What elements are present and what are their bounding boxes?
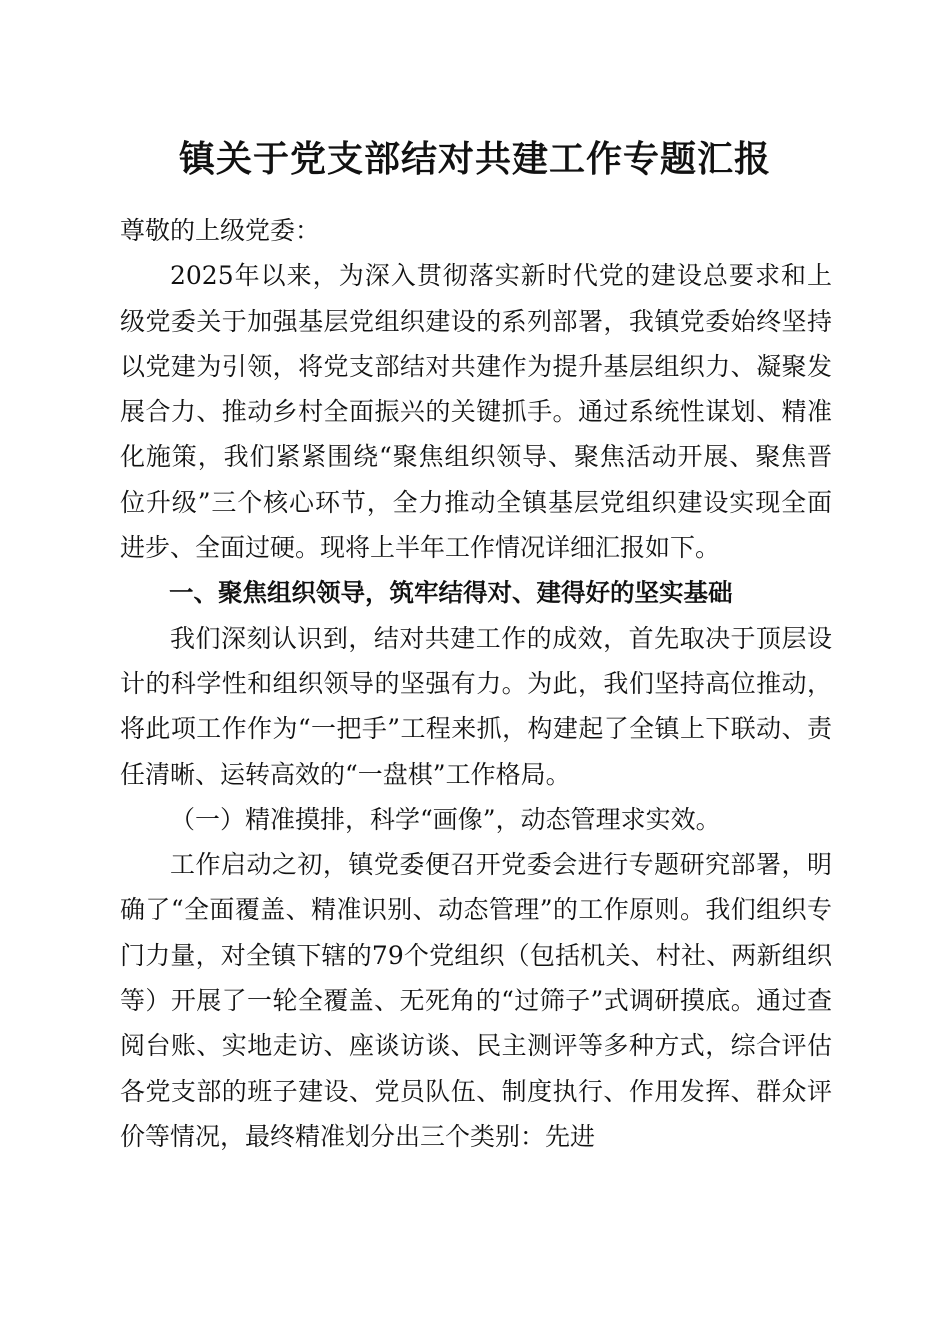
subsection-heading-1: （一）精准摸排，科学“画像”，动态管理求实效。 [170, 804, 721, 834]
salutation: 尊敬的上级党委： [120, 216, 321, 245]
document-title: 镇关于党支部结对共建工作专题汇报 [178, 138, 771, 180]
intro-paragraph: 2025年以来，为深入贯彻落实新时代党的建设总要求和上级党委关于加强基层党组织建设的系列部署，我镇党委始终坚持以党建为引领，将党支部结对共建作为提升基层组织力、凝聚发展合力、推动乡村全面振兴的关键抓手。通过系统性谋划、精准化施策，我们紧紧围绕“聚焦组织领导、聚焦活动开展、聚焦晋位升级”三个核心环节，全力推动全镇基层党组织建设实现全面进步、全面过硬。现将上半年工作情况详细汇报如下。 [120, 261, 832, 563]
subsection-1-paragraph: 工作启动之初，镇党委便召开党委会进行专题研究部署，明确了“全面覆盖、精准识别、动态管理”的工作原则。我们组织专门力量，对全镇下辖的79个党组织（包括机关、村社、两新组织等）开展了一轮全覆盖、无死角的“过筛子”式调研摸底。通过查阅台账、实地走访、座谈访谈、民主测评等多种方式，综合评估各党支部的班子建设、党员队伍、制度执行、作用发挥、群众评价等情况，最终精准划分出三个类别：先进 [120, 850, 832, 1151]
section-heading-1: 一、聚焦组织领导，筑牢结得对、建得好的坚实基础 [169, 578, 733, 608]
section-1-paragraph: 我们深刻认识到，结对共建工作的成效，首先取决于顶层设计的科学性和组织领导的坚强有力。为此，我们坚持高位推动，将此项工作作为“一把手”工程来抓，构建起了全镇上下联动、责任清晰、运转高效的“一盘棋”工作格局。 [120, 623, 832, 789]
document-body [120, 208, 832, 1159]
